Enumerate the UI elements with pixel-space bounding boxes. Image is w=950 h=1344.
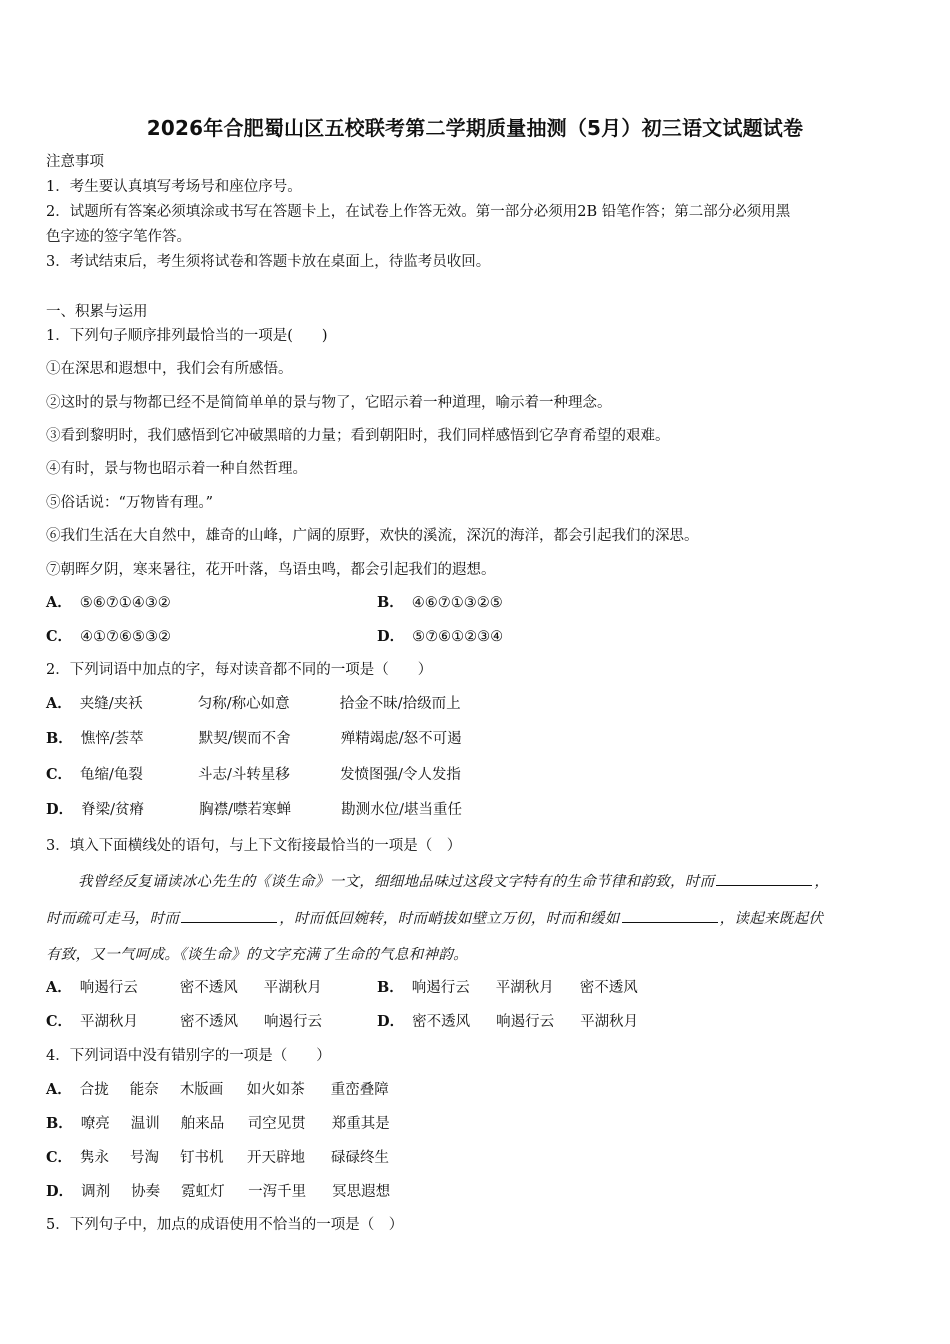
q1-sentence: ⑦朝晖夕阴，寒来暑往，花开叶落，鸟语虫鸣，都会引起我们的遐想。 (46, 562, 496, 578)
passage-text: ， (814, 874, 830, 890)
option-word: 匀称/称心如意 (197, 696, 290, 712)
q2-option-d[interactable] (46, 800, 462, 820)
option-word: 舶来品 (180, 1116, 225, 1132)
option-word: 胸襟/噤若寒蝉 (199, 802, 291, 818)
q1-option-a[interactable] (46, 593, 171, 613)
q1-sentence: ⑤俗话说：“万物皆有理。” (46, 495, 214, 511)
q2-option-a[interactable] (46, 694, 461, 714)
q4-option-a[interactable] (46, 1080, 389, 1100)
q3-passage-line: 有致，又一气呵成。《谈生命》的文字充满了生命的气息和神韵。 (46, 947, 468, 963)
option-word: 发愤图强/令人发指 (340, 767, 461, 783)
notice-item: 2．试题所有答案必须填涂或书写在答题卡上，在试卷上作答无效。第一部分必须用2B 铅笔作答；第二部分必须用黑 (46, 204, 791, 220)
question-4-stem: 4．下列词语中没有错别字的一项是（ ） (46, 1048, 331, 1064)
option-word: 密不透风 (179, 980, 238, 996)
option-word: 司空见贯 (247, 1116, 306, 1132)
q3-passage-line (46, 908, 823, 929)
q3-passage-line (78, 871, 829, 892)
option-label: C． (46, 766, 73, 783)
q2-option-b[interactable] (46, 729, 462, 749)
passage-text: ，读起来既起伏 (719, 911, 824, 927)
option-word: 调剂 (81, 1184, 111, 1200)
option-text: ④⑥⑦①③②⑤ (411, 595, 503, 611)
option-label: C． (46, 628, 73, 645)
option-word: 平湖秋月 (80, 1014, 139, 1030)
q2-option-c[interactable] (46, 765, 461, 785)
answer-blank[interactable] (622, 908, 718, 923)
option-word: 响遏行云 (264, 1014, 323, 1030)
q1-sentence: ②这时的景与物都已经不是简简单单的景与物了，它昭示着一种道理，喻示着一种理念。 (46, 395, 612, 411)
option-word: 平湖秋月 (263, 980, 322, 996)
option-label: C． (46, 1149, 73, 1166)
question-5-stem: 5．下列句子中，加点的成语使用不恰当的一项是（ ） (46, 1217, 404, 1233)
question-2-stem: 2．下列词语中加点的字，每对读音都不同的一项是（ ） (46, 662, 433, 678)
answer-blank[interactable] (716, 871, 812, 886)
notice-item: 色字迹的签字笔作答。 (46, 229, 191, 245)
q1-sentence: ③看到黎明时，我们感悟到它冲破黑暗的力量；看到朝阳时，我们同样感悟到它孕育希望的艰难。 (46, 428, 670, 444)
q1-sentence: ①在深思和遐想中，我们会有所感悟。 (46, 361, 293, 377)
option-word: 一泻千里 (248, 1184, 307, 1200)
option-label: D． (377, 628, 405, 645)
section-heading: 一、积累与运用 (46, 304, 148, 320)
option-word: 郑重其是 (331, 1116, 390, 1132)
option-label: A． (46, 1081, 72, 1098)
option-label: B． (377, 594, 404, 611)
option-label: A． (46, 979, 72, 996)
notice-item: 3．考试结束后，考生须将试卷和答题卡放在桌面上，待监考员收回。 (46, 254, 491, 270)
option-word: 如火如茶 (246, 1082, 305, 1098)
q3-option-b[interactable] (377, 978, 638, 998)
q3-option-a[interactable] (46, 978, 322, 998)
option-label: D． (46, 801, 74, 818)
option-word: 碌碌终生 (331, 1150, 390, 1166)
option-label: D． (46, 1183, 74, 1200)
exam-title: 2026年合肥蜀山区五校联考第二学期质量抽测（5月）初三语文试题试卷 (146, 116, 804, 140)
q3-option-c[interactable] (46, 1012, 322, 1032)
option-label: C． (46, 1013, 73, 1030)
option-word: 密不透风 (412, 1014, 471, 1030)
option-word: 殚精竭虑/怒不可遏 (340, 731, 462, 747)
option-text: ④①⑦⑥⑤③② (80, 629, 172, 645)
option-word: 钉书机 (180, 1150, 224, 1166)
option-label: B． (377, 979, 404, 996)
q1-option-d[interactable] (377, 627, 503, 647)
option-word: 冥思遐想 (332, 1184, 391, 1200)
option-word: 协奏 (131, 1184, 161, 1200)
option-word: 斗志/斗转星移 (198, 767, 290, 783)
passage-text: ，时而低回婉转，时而峭拔如壁立万仞，时而和缓如 (279, 911, 620, 927)
passage-text: 时而疏可走马，时而 (46, 911, 180, 927)
answer-blank[interactable] (181, 908, 277, 923)
q4-option-d[interactable] (46, 1182, 390, 1202)
option-label: B． (46, 1115, 73, 1132)
option-text: ⑤⑥⑦①④③② (79, 595, 171, 611)
option-word: 木版画 (179, 1082, 224, 1098)
option-word: 嘹亮 (80, 1116, 110, 1132)
notice-item: 1．考生要认真填写考场号和座位序号。 (46, 179, 302, 195)
option-word: 勘测水位/堪当重任 (341, 802, 462, 818)
option-word: 拾金不昧/拾级而上 (339, 696, 461, 712)
option-word: 密不透风 (180, 1014, 239, 1030)
option-word: 平湖秋月 (495, 980, 554, 996)
q1-option-b[interactable] (377, 593, 503, 613)
q4-option-c[interactable] (46, 1148, 389, 1168)
option-word: 响遏行云 (496, 1014, 555, 1030)
question-1-stem: 1．下列句子顺序排列最恰当的一项是( ) (46, 328, 328, 344)
option-word: 霓虹灯 (181, 1184, 225, 1200)
option-word: 重峦叠障 (330, 1082, 389, 1098)
option-word: 隽永 (80, 1150, 110, 1166)
option-word: 响遏行云 (79, 980, 138, 996)
option-word: 号淘 (130, 1150, 160, 1166)
option-label: D． (377, 1013, 405, 1030)
option-word: 平湖秋月 (580, 1014, 639, 1030)
option-label: A． (46, 594, 72, 611)
option-word: 默契/锲而不舍 (198, 731, 291, 747)
option-word: 温训 (130, 1116, 160, 1132)
option-label: A． (46, 695, 72, 712)
option-word: 脊梁/贫瘠 (81, 802, 144, 818)
q3-option-d[interactable] (377, 1012, 638, 1032)
option-word: 开天辟地 (247, 1150, 306, 1166)
q1-option-c[interactable] (46, 627, 171, 647)
option-word: 合拢 (79, 1082, 109, 1098)
q4-option-b[interactable] (46, 1114, 390, 1134)
q1-sentence: ④有时，景与物也昭示着一种自然哲理。 (46, 461, 307, 477)
option-label: B． (46, 730, 73, 747)
passage-text: 我曾经反复诵读冰心先生的《谈生命》一文，细细地品味过这段文字特有的生命节律和韵致，时而 (78, 874, 715, 890)
option-text: ⑤⑦⑥①②③④ (412, 629, 504, 645)
option-word: 龟缩/龟裂 (80, 767, 143, 783)
option-word: 憔悴/荟萃 (80, 731, 144, 747)
q1-sentence: ⑥我们生活在大自然中，雄奇的山峰，广阔的原野，欢快的溪流，深沉的海洋，都会引起我们的深思。 (46, 528, 699, 544)
option-word: 能奈 (129, 1082, 159, 1098)
option-word: 密不透风 (579, 980, 638, 996)
notice-heading: 注意事项 (46, 154, 104, 170)
option-word: 夹缝/夹袄 (79, 696, 143, 712)
option-word: 响遏行云 (411, 980, 470, 996)
question-3-stem: 3．填入下面横线处的语句，与上下文衔接最恰当的一项是（ ） (46, 838, 462, 854)
